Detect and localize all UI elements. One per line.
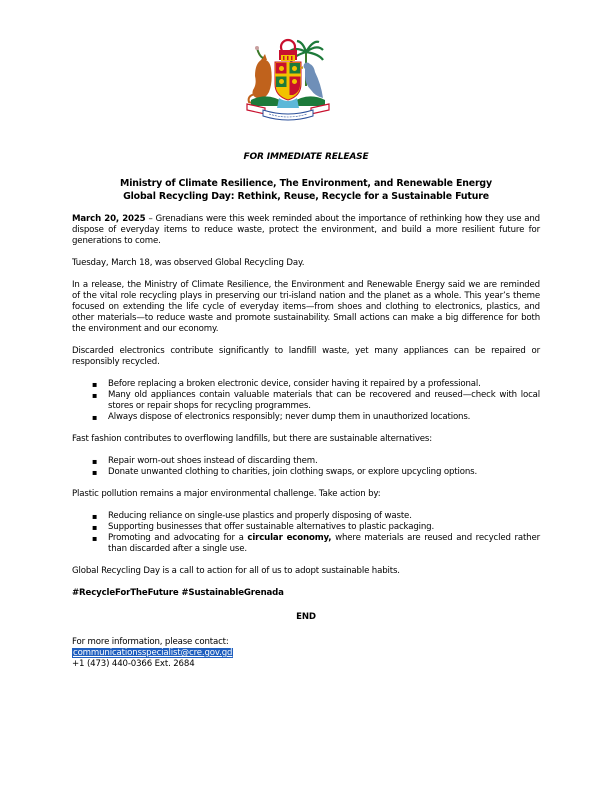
paragraph-call-to-action: Global Recycling Day is a call to action for all of us to adopt sustainable habits. <box>72 566 400 576</box>
list-item-text: Reducing reliance on single-use plastics and properly disposing of waste. <box>108 511 412 521</box>
armadillo <box>249 46 272 103</box>
list-item <box>92 467 540 478</box>
bullet-icon: ▪ <box>92 512 98 521</box>
contact-email-row <box>72 648 540 659</box>
coat-of-arms-icon <box>243 38 333 122</box>
headline-block <box>72 177 540 203</box>
bullet-icon: ▪ <box>92 523 98 532</box>
bullet-icon: ▪ <box>92 468 98 477</box>
end-marker: END <box>296 612 316 622</box>
ministry-name: Ministry of Climate Resilience, The Environment, and Renewable Energy <box>120 178 492 189</box>
list-item-text: Donate unwanted clothing to charities, join clothing swaps, or explore upcycling options. <box>108 467 478 477</box>
list-item <box>92 533 540 555</box>
paragraph-plastic: Plastic pollution remains a major environmental challenge. Take action by: <box>72 489 381 499</box>
paragraph-observed: Tuesday, March 18, was observed Global Recycling Day. <box>72 258 305 268</box>
list-item <box>92 379 540 390</box>
release-label: FOR IMMEDIATE RELEASE <box>243 152 369 162</box>
circular-economy-emphasis: circular economy, <box>247 533 332 543</box>
contact-block <box>72 637 540 670</box>
list-item <box>92 456 540 467</box>
bullet-icon: ▪ <box>92 391 98 400</box>
contact-phone: +1 (473) 440-0366 Ext. 2684 <box>72 659 195 669</box>
plastic-list <box>72 511 540 555</box>
list-item-text: Before replacing a broken electronic device, consider having it repaired by a professional. <box>108 379 481 389</box>
grenada-dove <box>300 63 323 99</box>
list-item <box>92 390 540 412</box>
electronics-list <box>72 379 540 423</box>
lead-paragraph <box>72 214 540 247</box>
fashion-list <box>72 456 540 478</box>
crown-wreath <box>279 40 297 61</box>
contact-intro: For more information, please contact: <box>72 637 229 647</box>
list-item <box>92 511 540 522</box>
dateline: March 20, 2025 <box>72 214 146 224</box>
list-item-text: Always dispose of electronics responsibly; never dump them in unauthorized locations. <box>108 412 471 422</box>
list-item <box>92 412 540 423</box>
list-item-text: Many old appliances contain valuable materials that can be recovered and reused—check with local stores or repair shops for recycling programmes. <box>108 390 540 411</box>
release-content <box>72 152 540 670</box>
list-item <box>92 522 540 533</box>
lead-text: – Grenadians were this week reminded about the importance of rethinking how they use and dispose of everyday items to reduce waste, protect the environment, and build a more resilient future for generations to come. <box>72 214 540 246</box>
paragraph-electronics: Discarded electronics contribute significantly to landfill waste, yet many appliances can be repaired or responsibly recycled. <box>72 346 540 367</box>
paragraph-ministry-statement: In a release, the Ministry of Climate Resilience, the Environment and Renewable Energy said we are reminded of the vital role recycling plays in preserving our tri-island nation and the planet as a whole. This year’s theme focused on extending the life cycle of everyday items—from shoes and clothing to electronics, plastics, and other materials—to reduce waste and promote sustainability. Small actions can make a big difference for both the environment and our economy. <box>72 280 540 334</box>
paragraph-fashion: Fast fashion contributes to overflowing landfills, but there are sustainable alternatives: <box>72 434 432 444</box>
list-item-text: where materials are reused and recycled rather than discarded after a single use. <box>108 533 540 554</box>
release-title: Global Recycling Day: Rethink, Reuse, Recycle for a Sustainable Future <box>123 191 489 202</box>
bullet-icon: ▪ <box>92 413 98 422</box>
bullet-icon: ▪ <box>92 457 98 466</box>
hashtags: #RecycleForTheFuture #SustainableGrenada <box>72 588 284 598</box>
bullet-icon: ▪ <box>92 380 98 389</box>
bullet-icon: ▪ <box>92 534 98 543</box>
shield <box>275 62 301 100</box>
list-item-text: Promoting and advocating for a <box>108 533 248 543</box>
list-item-text: Supporting businesses that offer sustainable alternatives to plastic packaging. <box>108 522 435 532</box>
contact-email-link[interactable]: communicationsspecialist@cre.gov.gd <box>73 648 233 658</box>
list-item-text: Repair worn-out shoes instead of discarding them. <box>108 456 318 466</box>
